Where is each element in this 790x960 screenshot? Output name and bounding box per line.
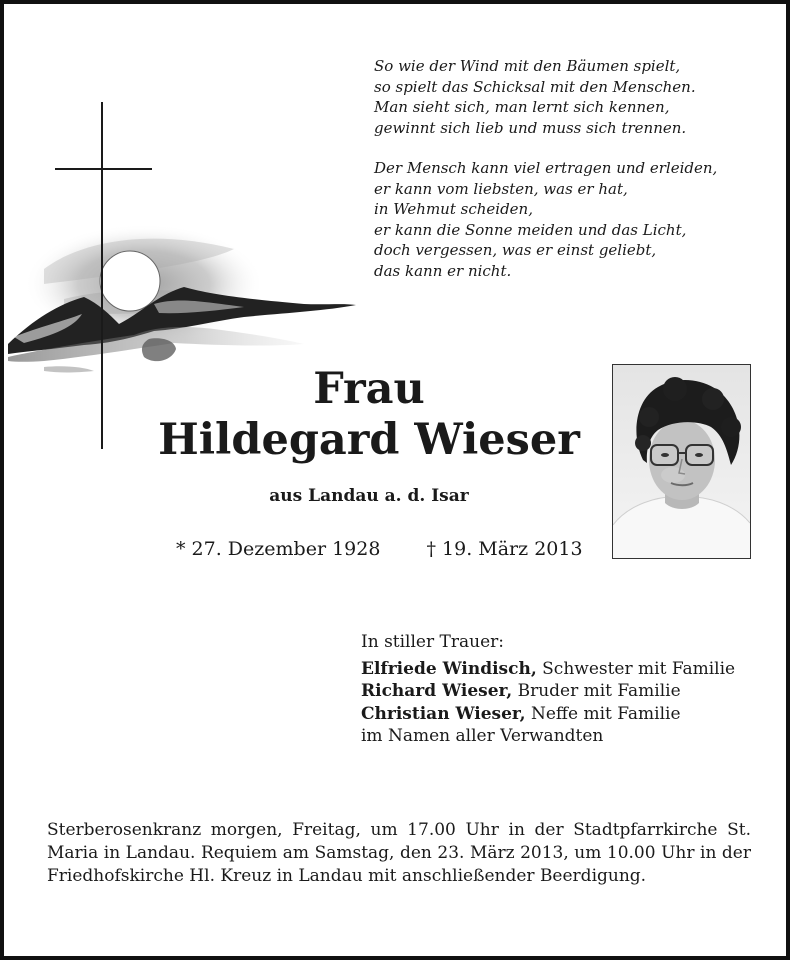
deceased-name-block — [154, 364, 584, 466]
poem-line: so spielt das Schicksal mit den Menschen. — [374, 77, 696, 96]
mourner-relation: Schwester mit Familie — [536, 658, 736, 679]
mourner-name: Christian Wieser, — [361, 703, 526, 724]
poem-line: er kann vom liebsten, was er hat, — [374, 179, 628, 198]
mourners-heading: In stiller Trauer: — [361, 632, 504, 652]
life-dates — [176, 538, 583, 560]
poem-line: doch vergessen, was er einst geliebt, — [374, 241, 657, 259]
poem-stanza — [374, 158, 717, 281]
mourner-relation: Neffe mit Familie — [525, 703, 681, 724]
poem-line: So wie der Wind mit den Bäumen spielt, — [374, 57, 681, 75]
poem-line: gewinnt sich lieb und muss sich trennen. — [374, 118, 687, 137]
mourner-name: Richard Wieser, — [361, 681, 513, 701]
deceased-name: Hildegard Wieser — [158, 415, 580, 465]
poem-line: das kann er nicht. — [374, 261, 512, 280]
portrait-photo — [612, 364, 751, 559]
mourner-entry — [361, 703, 735, 726]
death-date: † 19. März 2013 — [426, 538, 583, 560]
mourner-name: Elfriede Windisch, — [361, 658, 537, 679]
poem-line: in Wehmut scheiden, — [374, 200, 533, 218]
mourner-relation: Bruder mit Familie — [512, 681, 681, 701]
poem — [374, 56, 717, 301]
mourners-closing: im Namen aller Verwandten — [361, 726, 604, 746]
mourner-entry — [361, 658, 735, 681]
poem-line: Der Mensch kann viel ertragen und erleiden, — [374, 159, 718, 177]
honorific: Frau — [313, 364, 425, 414]
poem-line: er kann die Sonne meiden und das Licht, — [374, 220, 687, 239]
mourners-block — [361, 631, 735, 748]
service-notice: Sterberosenkranz morgen, Freitag, um 17.00 Uhr in der Stadtpfarrkirche St. Maria in Landau. Requiem am Samstag, den 23. März 2013, um 10.00 Uhr in der Friedhofskirche Hl. Kreuz in Landau mit anschließender Beerdigung. — [47, 820, 751, 886]
mourner-entry — [361, 680, 735, 703]
birth-date: * 27. Dezember 1928 — [176, 538, 381, 560]
portrait-photo-image — [613, 365, 750, 558]
deceased-origin: aus Landau a. d. Isar — [269, 486, 469, 506]
poem-stanza — [374, 56, 717, 138]
poem-line: Man sieht sich, man lernt sich kennen, — [374, 98, 670, 116]
